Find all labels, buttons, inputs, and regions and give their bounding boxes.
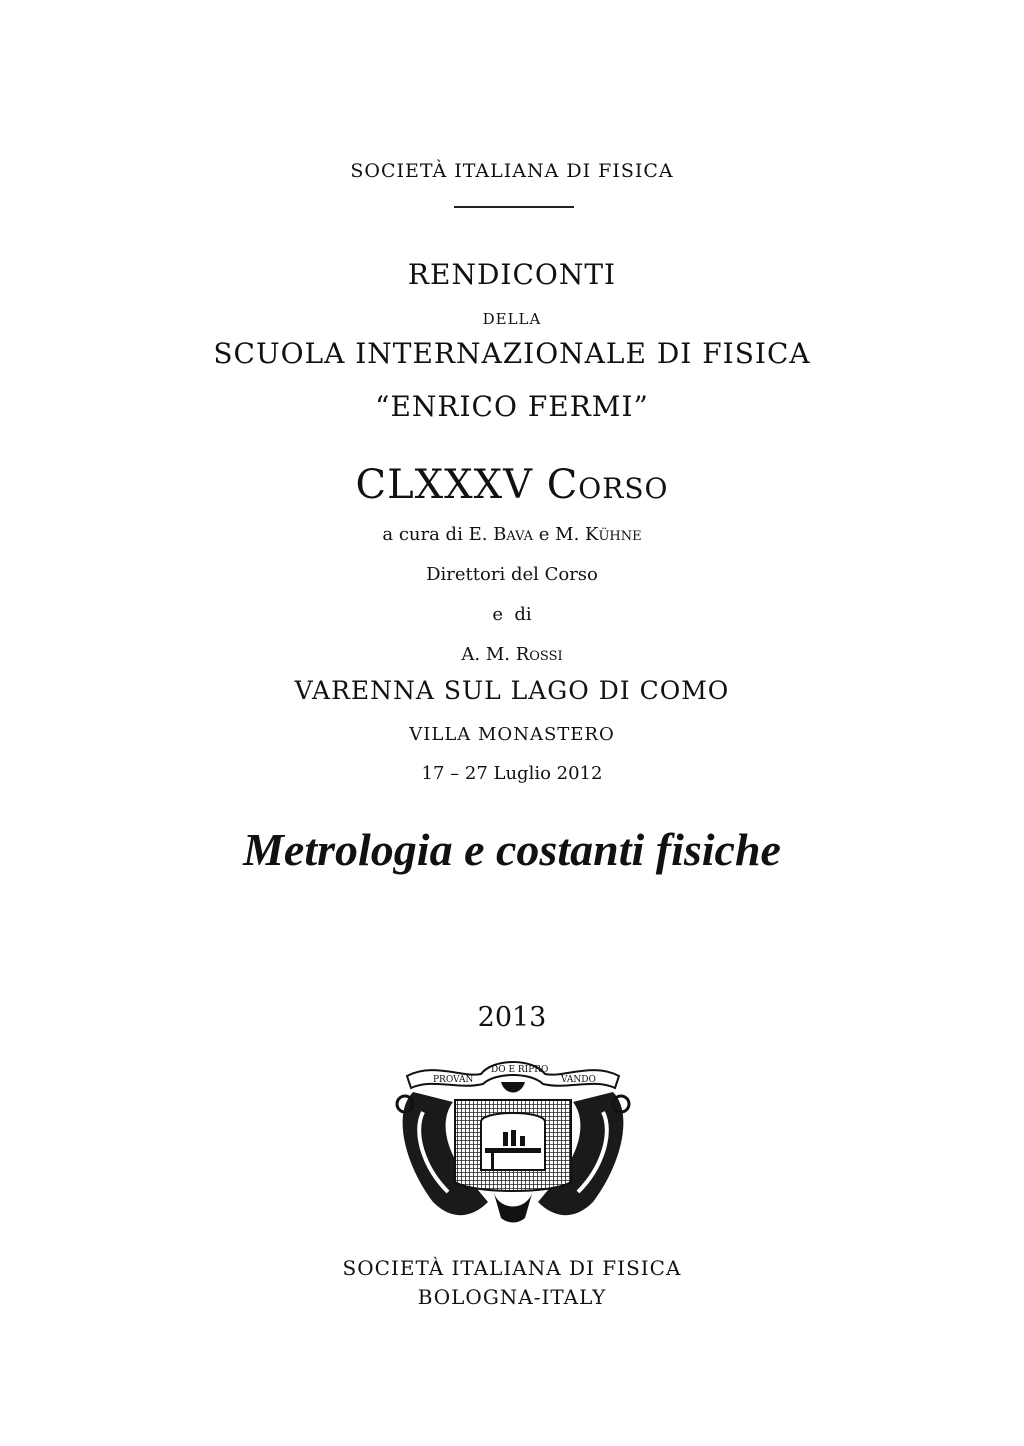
book-title: Metrologia e costanti fisiche	[243, 824, 781, 875]
venue: VILLA MONASTERO	[409, 724, 615, 745]
editor-3: A. M. Rossi	[461, 644, 563, 665]
motto-left: PROVAN	[433, 1075, 474, 1085]
motto-center: DO E RIPRO	[491, 1065, 549, 1075]
series-name: “ENRICO FERMI”	[375, 390, 649, 423]
editors-prefix: a cura di	[382, 524, 463, 545]
directors-label: Direttori del Corso	[426, 564, 598, 585]
footer-city: BOLOGNA-ITALY	[417, 1285, 607, 1309]
course-number: CLXXXV	[355, 462, 533, 508]
course-label: Corso	[546, 462, 669, 508]
course-heading	[0, 462, 1024, 508]
editor-joiner: e	[538, 524, 550, 545]
series-della: DELLA	[482, 310, 542, 328]
editor-2: M. Kühne	[555, 524, 642, 545]
dates: 17 – 27 Luglio 2012	[421, 763, 603, 784]
editors-line	[0, 524, 1024, 545]
series-title: RENDICONTI	[407, 258, 617, 291]
publication-year: 2013	[477, 1002, 547, 1033]
location: VARENNA SUL LAGO DI COMO	[294, 676, 730, 705]
motto-right: VANDO	[561, 1075, 596, 1085]
editor-1: E. Bava	[468, 524, 534, 545]
footer-publisher: SOCIETÀ ITALIANA DI FISICA	[342, 1256, 682, 1280]
society-crest-icon	[393, 1052, 633, 1224]
publisher-top: SOCIETÀ ITALIANA DI FISICA	[350, 160, 674, 182]
divider-rule	[454, 206, 574, 208]
and-of: e di	[492, 604, 532, 625]
series-school: SCUOLA INTERNAZIONALE DI FISICA	[213, 337, 811, 370]
